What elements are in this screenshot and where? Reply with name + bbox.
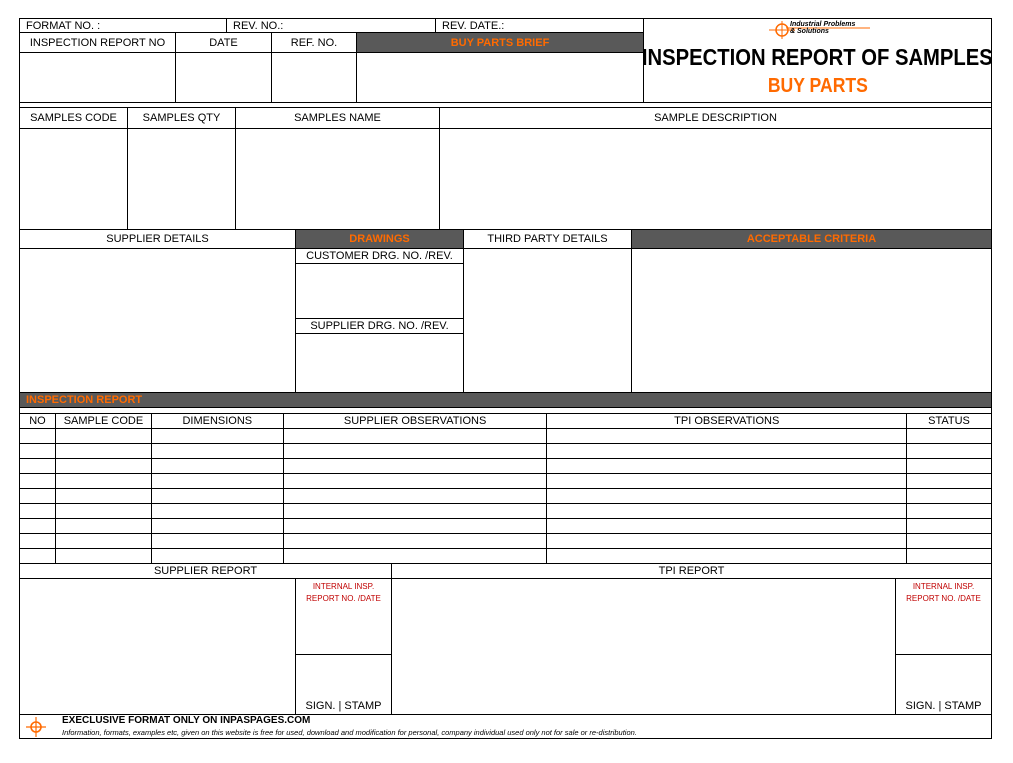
- supplier-internal-insp-line2: REPORT NO. /DATE: [306, 594, 381, 603]
- table-cell[interactable]: [907, 459, 992, 474]
- third-party-label: THIRD PARTY DETAILS: [487, 233, 608, 245]
- table-cell[interactable]: [151, 534, 283, 549]
- table-cell[interactable]: [55, 519, 151, 534]
- logo-text: [790, 21, 855, 35]
- col-no-header: NO: [20, 414, 56, 429]
- table-cell[interactable]: [283, 519, 547, 534]
- table-cell[interactable]: [20, 429, 56, 444]
- buy-parts-brief-field[interactable]: [356, 52, 644, 103]
- tpi-report-field[interactable]: [391, 578, 896, 715]
- table-row: [20, 444, 992, 459]
- ref-no-label: REF. NO.: [290, 36, 338, 49]
- date-label: DATE: [209, 36, 238, 49]
- table-cell[interactable]: [283, 549, 547, 564]
- table-row: [20, 474, 992, 489]
- supplier-report-label: SUPPLIER REPORT: [153, 565, 258, 577]
- supplier-details-label: SUPPLIER DETAILS: [106, 233, 209, 245]
- table-cell[interactable]: [20, 549, 56, 564]
- supplier-internal-insp-cell[interactable]: [295, 578, 392, 655]
- crosshair-footer-icon: [25, 716, 47, 738]
- inspection-report-section-header: [19, 392, 992, 408]
- supplier-internal-insp-line1: INTERNAL INSP.: [312, 582, 375, 591]
- table-cell[interactable]: [907, 429, 992, 444]
- inspection-table-body: [20, 429, 992, 564]
- acceptable-criteria-label: ACCEPTABLE CRITERIA: [746, 233, 877, 245]
- col-supplier-observations-header: SUPPLIER OBSERVATIONS: [283, 414, 547, 429]
- table-cell[interactable]: [283, 444, 547, 459]
- samples-qty-header: [127, 107, 236, 129]
- table-cell[interactable]: [151, 549, 283, 564]
- table-cell[interactable]: [55, 549, 151, 564]
- table-cell[interactable]: [55, 504, 151, 519]
- table-cell[interactable]: [151, 474, 283, 489]
- table-cell[interactable]: [151, 504, 283, 519]
- table-cell[interactable]: [151, 429, 283, 444]
- logo-text-line1: Industrial Problems: [790, 21, 856, 28]
- table-cell[interactable]: [547, 489, 907, 504]
- supplier-drg-field[interactable]: [295, 333, 464, 393]
- supplier-sign-stamp-cell[interactable]: [295, 654, 392, 715]
- inspection-report-title: INSPECTION REPORT: [26, 394, 143, 406]
- tpi-internal-insp-cell[interactable]: [895, 578, 992, 655]
- rev-no-cell: [226, 18, 436, 33]
- date-header: [175, 32, 272, 53]
- footer: [19, 714, 992, 739]
- logo-text-line2: & Solutions: [790, 28, 829, 35]
- table-cell[interactable]: [20, 534, 56, 549]
- logo: [766, 20, 876, 40]
- table-row: [20, 549, 992, 564]
- samples-name-header: [235, 107, 440, 129]
- ref-no-header: [271, 32, 357, 53]
- inspection-report-no-label: INSPECTION REPORT NO: [29, 36, 166, 49]
- inspection-table-header-row: [20, 414, 992, 429]
- drawings-header: [295, 229, 464, 249]
- table-cell[interactable]: [20, 444, 56, 459]
- samples-code-label: SAMPLES CODE: [30, 112, 117, 124]
- supplier-report-header: [19, 563, 392, 579]
- supplier-sign-stamp-label: SIGN. | STAMP: [305, 700, 382, 712]
- subtitle-wrap: [643, 73, 992, 99]
- table-cell[interactable]: [20, 504, 56, 519]
- third-party-field[interactable]: [463, 248, 632, 393]
- col-status-header: STATUS: [907, 414, 992, 429]
- table-row: [20, 489, 992, 504]
- format-no-cell: [19, 18, 227, 33]
- sample-description-field[interactable]: [439, 128, 992, 230]
- sample-description-label: SAMPLE DESCRIPTION: [654, 112, 777, 124]
- tpi-report-label: TPI REPORT: [658, 565, 725, 577]
- table-cell[interactable]: [283, 474, 547, 489]
- table-cell[interactable]: [55, 459, 151, 474]
- tpi-report-header: [391, 563, 992, 579]
- inspection-report-no-field[interactable]: [19, 52, 176, 103]
- page-title: INSPECTION REPORT OF SAMPLES: [642, 43, 993, 70]
- samples-name-field[interactable]: [235, 128, 440, 230]
- table-row: [20, 459, 992, 474]
- table-cell[interactable]: [907, 474, 992, 489]
- table-cell[interactable]: [907, 519, 992, 534]
- col-sample-code-header: SAMPLE CODE: [55, 414, 151, 429]
- table-cell[interactable]: [547, 429, 907, 444]
- table-cell[interactable]: [547, 504, 907, 519]
- tpi-sign-stamp-label: SIGN. | STAMP: [905, 700, 982, 712]
- footer-disclaimer-text: Information, formats, examples etc, given on this website is free for used, download and modification for personal, company individual used only not for sale or re-distribution.: [62, 728, 637, 737]
- table-cell[interactable]: [20, 459, 56, 474]
- samples-name-label: SAMPLES NAME: [294, 112, 381, 124]
- table-cell[interactable]: [547, 534, 907, 549]
- ref-no-field[interactable]: [271, 52, 357, 103]
- rev-date-label: REV. DATE.:: [442, 19, 505, 32]
- table-cell[interactable]: [547, 519, 907, 534]
- table-cell[interactable]: [547, 459, 907, 474]
- tpi-sign-stamp-cell[interactable]: [895, 654, 992, 715]
- table-cell[interactable]: [55, 429, 151, 444]
- table-cell[interactable]: [151, 519, 283, 534]
- customer-drg-header: [295, 248, 464, 264]
- inspection-report-no-header: [19, 32, 176, 53]
- third-party-header: [463, 229, 632, 249]
- samples-code-field[interactable]: [19, 128, 128, 230]
- table-cell[interactable]: [283, 459, 547, 474]
- table-cell[interactable]: [55, 489, 151, 504]
- supplier-drg-header: [295, 318, 464, 334]
- format-no-label: FORMAT NO. :: [26, 19, 101, 32]
- table-cell[interactable]: [20, 474, 56, 489]
- supplier-details-field[interactable]: [19, 248, 296, 393]
- date-field[interactable]: [175, 52, 272, 103]
- table-cell[interactable]: [907, 549, 992, 564]
- table-cell[interactable]: [283, 504, 547, 519]
- supplier-report-field[interactable]: [19, 578, 296, 715]
- inspection-table: [19, 413, 992, 564]
- drawings-label: DRAWINGS: [349, 233, 410, 245]
- supplier-drg-label: SUPPLIER DRG. NO. /REV.: [310, 320, 449, 332]
- table-cell[interactable]: [907, 534, 992, 549]
- table-cell[interactable]: [283, 489, 547, 504]
- acceptable-criteria-header: [631, 229, 992, 249]
- table-cell[interactable]: [55, 474, 151, 489]
- table-cell[interactable]: [20, 489, 56, 504]
- rev-no-label: REV. NO.:: [233, 19, 284, 32]
- table-cell[interactable]: [151, 444, 283, 459]
- table-cell[interactable]: [151, 459, 283, 474]
- sample-description-header: [439, 107, 992, 129]
- table-row: [20, 534, 992, 549]
- table-cell[interactable]: [547, 549, 907, 564]
- table-cell[interactable]: [283, 429, 547, 444]
- table-cell[interactable]: [907, 489, 992, 504]
- table-row: [20, 519, 992, 534]
- page-subtitle: BUY PARTS: [767, 74, 868, 97]
- buy-parts-brief-label: BUY PARTS BRIEF: [450, 36, 550, 49]
- customer-drg-label: CUSTOMER DRG. NO. /REV.: [306, 250, 453, 262]
- title-wrap: [643, 42, 992, 72]
- table-row: [20, 429, 992, 444]
- buy-parts-brief-header: [356, 32, 644, 53]
- col-tpi-observations-header: TPI OBSERVATIONS: [547, 414, 907, 429]
- table-cell[interactable]: [20, 519, 56, 534]
- supplier-details-header: [19, 229, 296, 249]
- table-cell[interactable]: [907, 504, 992, 519]
- tpi-internal-insp-line1: INTERNAL INSP.: [912, 582, 975, 591]
- table-cell[interactable]: [151, 489, 283, 504]
- table-cell[interactable]: [283, 534, 547, 549]
- acceptable-criteria-field[interactable]: [631, 248, 992, 393]
- table-cell[interactable]: [55, 444, 151, 459]
- tpi-internal-insp-line2: REPORT NO. /DATE: [906, 594, 981, 603]
- col-dimensions-header: DIMENSIONS: [151, 414, 283, 429]
- table-cell[interactable]: [907, 444, 992, 459]
- samples-qty-field[interactable]: [127, 128, 236, 230]
- customer-drg-field[interactable]: [295, 263, 464, 319]
- table-cell[interactable]: [55, 534, 151, 549]
- table-row: [20, 504, 992, 519]
- rev-date-cell: [435, 18, 644, 33]
- samples-code-header: [19, 107, 128, 129]
- table-cell[interactable]: [547, 444, 907, 459]
- samples-qty-label: SAMPLES QTY: [142, 112, 221, 124]
- footer-exclusive-text: EXECLUSIVE FORMAT ONLY ON INPASPAGES.COM: [62, 715, 311, 726]
- table-cell[interactable]: [547, 474, 907, 489]
